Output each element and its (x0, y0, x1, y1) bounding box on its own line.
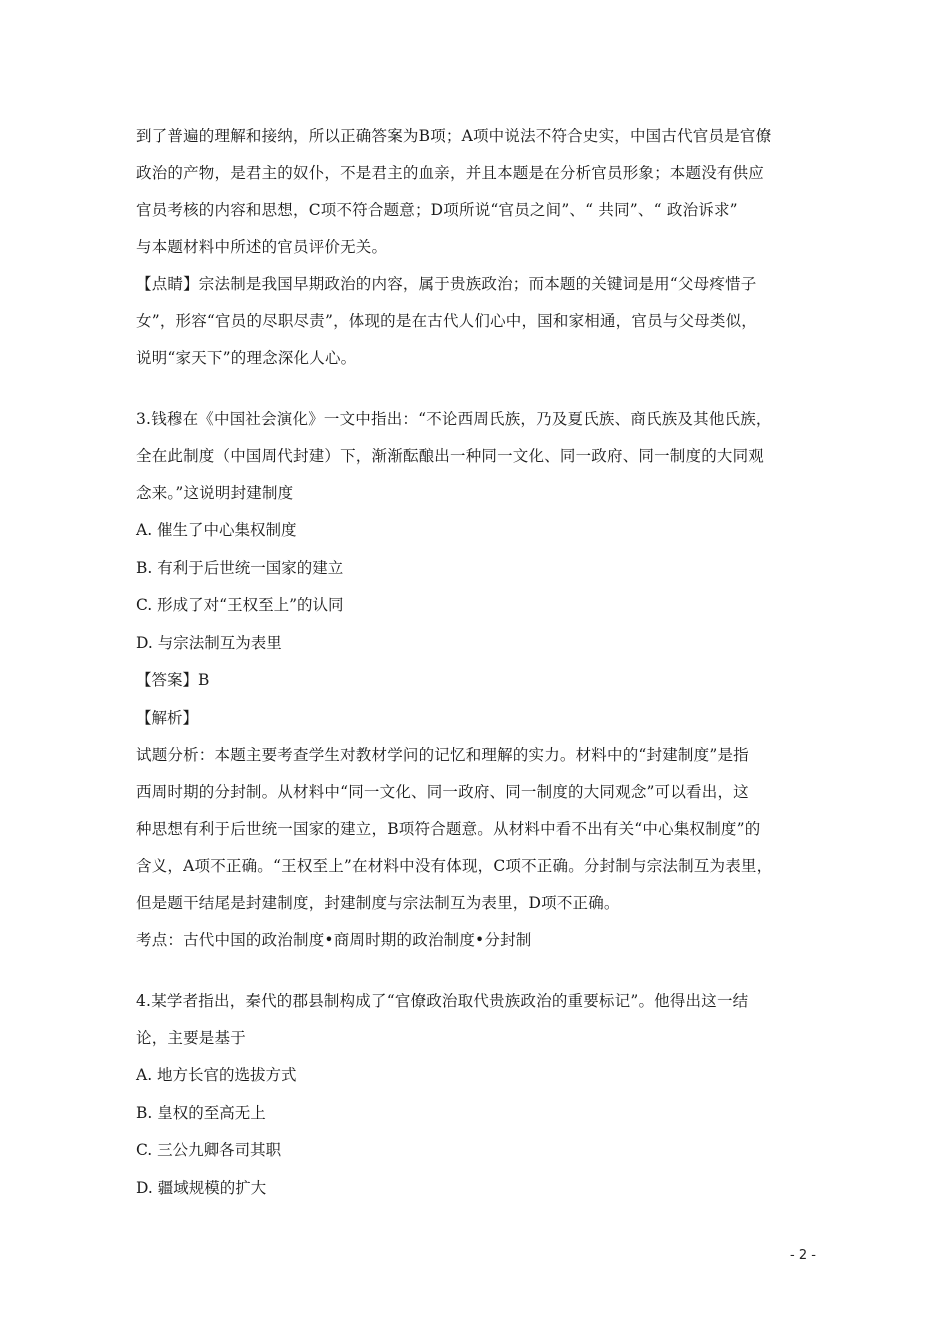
kaodian-line: 考点：古代中国的政治制度•商周时期的政治制度•分封制 (136, 931, 532, 949)
analysis-line: 但是题干结尾是封建制度，封建制度与宗法制互为表里，D项不正确。 (136, 894, 620, 912)
text-line: 与本题材料中所述的官员评价无关。 (136, 238, 388, 256)
text-line: 官员考核的内容和思想，C项不符合题意；D项所说“官员之间”、“ 共同”、“ 政治诉求” (136, 201, 738, 219)
question-3 (136, 401, 816, 959)
question-3-stem: 念来。”这说明封建制度 (136, 484, 294, 502)
text-line: 到了普遍的理解和接纳，所以正确答案为B项；A项中说法不符合史实，中国古代官员是官僚 (136, 127, 772, 145)
option-d: D. 疆域规模的扩大 (136, 1178, 267, 1197)
question-3-stem: 全在此制度（中国周代封建）下，渐渐酝酿出一种同一文化、同一政府、同一制度的大同观 (136, 447, 765, 465)
option-a: A. 催生了中心集权制度 (136, 521, 297, 539)
previous-analysis-section (136, 118, 816, 377)
analysis-line: 含义，A项不正确。“王权至上”在材料中没有体现，C项不正确。分封制与宗法制互为表里， (136, 857, 773, 875)
text-line: 政治的产物，是君主的奴仆，不是君主的血亲，并且本题是在分析官员形象；本题没有供应 (136, 164, 765, 182)
option-b: B. 皇权的至高无上 (136, 1103, 266, 1122)
question-4-stem: 论，主要是基于 (136, 1029, 246, 1047)
page-number: - 2 - (790, 1248, 816, 1263)
dianjing-line: 【点睛】宗法制是我国早期政治的内容，属于贵族政治；而本题的关键词是用“父母疼惜子 (136, 275, 757, 293)
analysis-heading: 【解析】 (136, 708, 199, 727)
question-4-stem: 4.某学者指出，秦代的郡县制构成了“官僚政治取代贵族政治的重要标记”。他得出这一结 (136, 992, 749, 1010)
option-c: C. 形成了对“王权至上”的认同 (136, 596, 344, 614)
analysis-line: 种思想有利于后世统一国家的建立，B项符合题意。从材料中看不出有关“中心集权制度”的 (136, 820, 761, 838)
text-line: 女”，形容“官员的尽职尽责”，体现的是在古代人们心中，国和家相通，官员与父母类似， (136, 312, 757, 330)
text-line: 说明“家天下”的理念深化人心。 (136, 349, 357, 367)
option-a: A. 地方长官的选拔方式 (136, 1066, 297, 1084)
document-page (136, 118, 816, 1207)
answer-line: 【答案】B (136, 671, 210, 689)
question-4 (136, 983, 816, 1207)
question-3-stem: 3.钱穆在《中国社会演化》一文中指出：“不论西周氏族，乃及夏氏族、商氏族及其他氏族， (136, 410, 772, 428)
option-b: B. 有利于后世统一国家的建立 (136, 558, 344, 577)
option-c: C. 三公九卿各司其职 (136, 1141, 282, 1159)
option-d: D. 与宗法制互为表里 (136, 633, 282, 652)
analysis-line: 西周时期的分封制。从材料中“同一文化、同一政府、同一制度的大同观念”可以看出，这 (136, 783, 749, 801)
analysis-line: 试题分析：本题主要考查学生对教材学问的记忆和理解的实力。材料中的“封建制度”是指 (136, 746, 749, 764)
